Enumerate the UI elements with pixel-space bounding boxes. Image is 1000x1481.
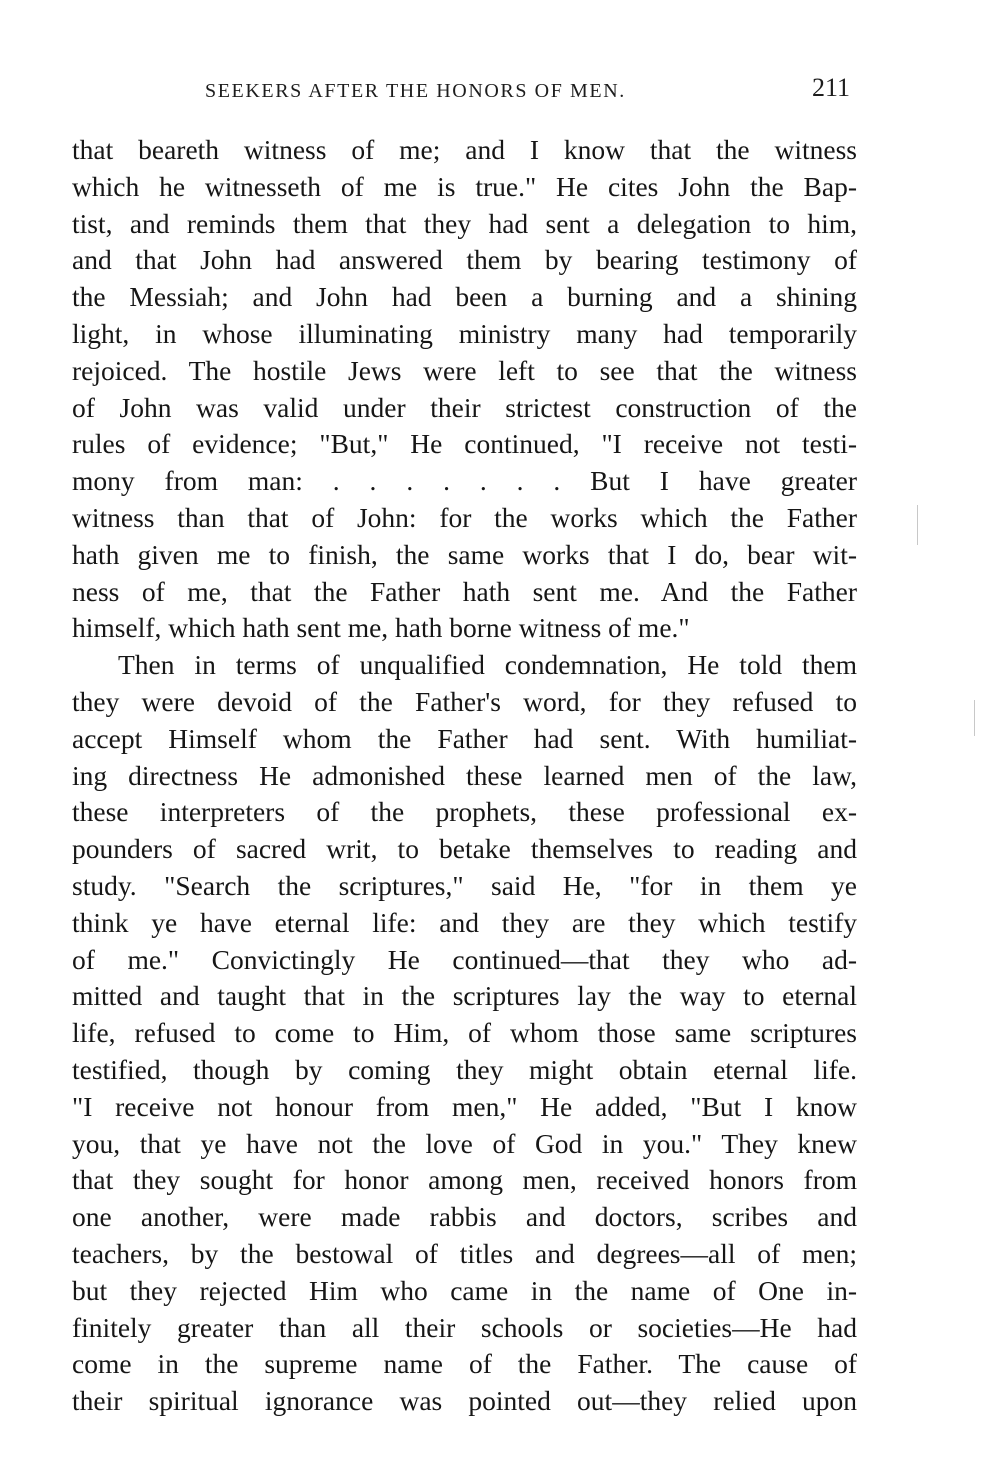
text-line: their spiritual ignorance was pointed out—they relied upon [72, 1385, 857, 1417]
paragraph-1 [72, 132, 857, 647]
text-line: the Messiah; and John had been a burning and a shining [72, 281, 857, 313]
text-line: you, that ye have not the love of God in you." They knew [72, 1127, 857, 1159]
text-line: they were devoid of the Father's word, for they refused to [72, 685, 857, 717]
scan-margin-mark [917, 505, 918, 545]
text-line: ing directness He admonished these learned men of the law, [72, 759, 857, 791]
text-line: pounders of sacred writ, to betake themselves to reading and [72, 833, 857, 865]
text-line: himself, which hath sent me, hath borne witness of me." [72, 612, 690, 644]
running-head-title: SEEKERS AFTER THE HONORS OF MEN. [205, 80, 626, 102]
text-line: of me." Convictingly He continued—that they who ad- [72, 943, 857, 975]
text-line: "I receive not honour from men," He added, "But I know [72, 1090, 857, 1122]
paragraph-2 [72, 647, 857, 1420]
text-line: mitted and taught that in the scriptures lay the way to eternal [72, 980, 857, 1012]
text-line: of John was valid under their strictest construction of the [72, 391, 857, 423]
text-line: witness than that of John: for the works which the Father [72, 501, 857, 533]
text-line: rules of evidence; "But," He continued, "I receive not testi- [72, 428, 857, 460]
text-line: accept Himself whom the Father had sent. With humiliat- [72, 722, 857, 754]
text-line: which he witnesseth of me is true." He cites John the Bap- [72, 170, 857, 202]
text-line: hath given me to finish, the same works that I do, bear wit- [72, 538, 857, 570]
text-line: mony from man: . . . . . . . But I have greater [72, 465, 857, 497]
text-line: Then in terms of unqualified condemnation, He told them [118, 649, 857, 681]
text-line: one another, were made rabbis and doctors, scribes and [72, 1201, 857, 1233]
text-line: come in the supreme name of the Father. The cause of [72, 1348, 857, 1380]
text-line: life, refused to come to Him, of whom those same scriptures [72, 1017, 857, 1049]
text-line: finitely greater than all their schools or societies—He had [72, 1311, 857, 1343]
page-number: 211 [812, 73, 851, 102]
text-line: tist, and reminds them that they had sent a delegation to him, [72, 207, 857, 239]
text-line: teachers, by the bestowal of titles and degrees—all of men; [72, 1237, 857, 1269]
text-line: study. "Search the scriptures," said He, "for in them ye [72, 869, 857, 901]
text-line: but they rejected Him who came in the name of One in- [72, 1274, 857, 1306]
text-line: ness of me, that the Father hath sent me. And the Father [72, 575, 857, 607]
scan-margin-mark [974, 700, 975, 736]
text-line: think ye have eternal life: and they are they which testify [72, 906, 857, 938]
text-line: that they sought for honor among men, received honors from [72, 1164, 857, 1196]
text-line: and that John had answered them by bearing testimony of [72, 244, 857, 276]
text-line: that beareth witness of me; and I know that the witness [72, 134, 857, 165]
text-line: rejoiced. The hostile Jews were left to see that the witness [72, 354, 857, 386]
text-line: these interpreters of the prophets, these professional ex- [72, 796, 857, 828]
body-text [72, 132, 857, 1420]
text-line: light, in whose illuminating ministry many had temporarily [72, 317, 857, 349]
text-line: testified, though by coming they might obtain eternal life. [72, 1053, 857, 1085]
